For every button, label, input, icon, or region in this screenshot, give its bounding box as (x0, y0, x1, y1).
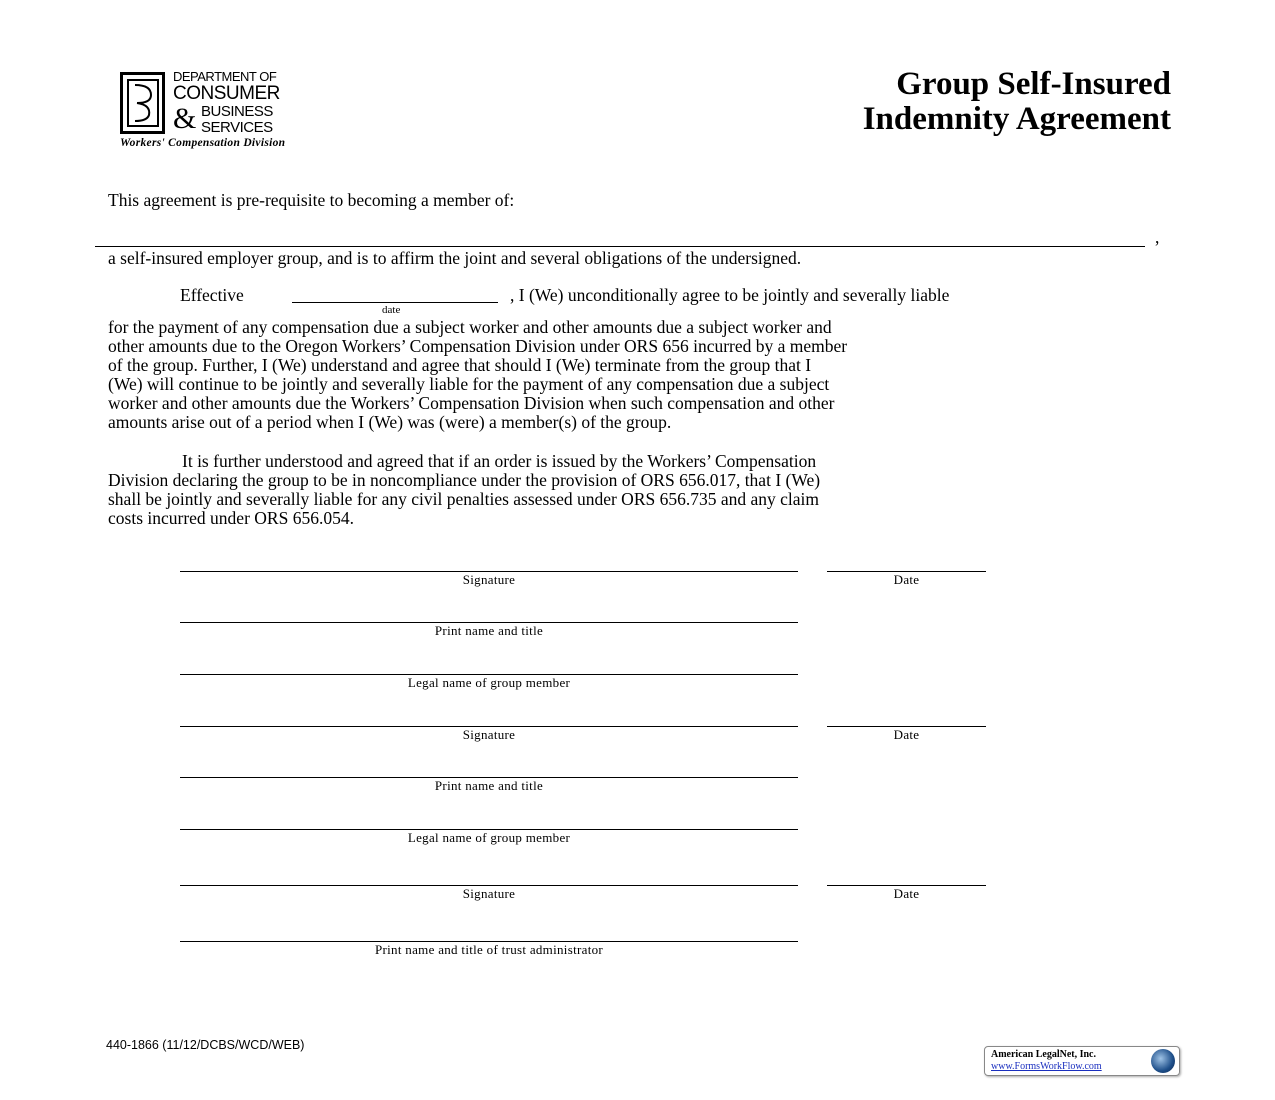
group-name-field[interactable] (95, 246, 1145, 247)
para1-line: other amounts due to the Oregon Workers’ Compensation Division under ORS 656 incurred by a member (108, 336, 848, 356)
trust-admin-label: Print name and title of trust administrator (374, 942, 604, 957)
american-legalnet-badge[interactable] (984, 1046, 1180, 1076)
effective-date-field[interactable] (292, 302, 498, 303)
date-label: Date (893, 727, 920, 742)
para1-line: worker and other amounts due the Workers’ Compensation Division when such compensation and other (108, 393, 835, 413)
legal-name-label: Legal name of group member (407, 675, 571, 690)
logo-text: SERVICES (201, 119, 273, 136)
signature-label: Signature (462, 886, 516, 901)
logo-text: & (173, 102, 196, 135)
para2-line: shall be jointly and severally liable for any civil penalties assessed under ORS 656.735 and any claim (108, 489, 820, 509)
date-label: Date (893, 572, 920, 587)
dcbs-logo (115, 70, 350, 152)
para1-line: for the payment of any compensation due a subject worker and other amounts due a subject worker and (108, 317, 832, 337)
effective-label: Effective (180, 285, 244, 305)
form-number: 440-1866 (11/12/DCBS/WCD/WEB) (106, 1038, 305, 1052)
title-line1: Group Self-Insured (896, 66, 1171, 102)
dcbs-monogram-icon (129, 81, 157, 125)
signature-label: Signature (462, 727, 516, 742)
comma: , (1155, 227, 1160, 247)
para2-line: Division declaring the group to be in noncompliance under the provision of ORS 656.017, that I (We) (108, 470, 821, 490)
para1-line: amounts arise out of a period when I (We) was (were) a member(s) of the group. (108, 412, 672, 432)
logo-mark (127, 79, 159, 127)
para1-line: of the group. Further, I (We) understand and agree that should I (We) terminate from the group that I (108, 355, 812, 375)
legal-name-label: Legal name of group member (407, 830, 571, 845)
date-label: Date (893, 886, 920, 901)
group-line-text: a self-insured employer group, and is to affirm the joint and several obligations of the undersigned. (108, 248, 802, 268)
badge-url[interactable]: www.FormsWorkFlow.com (991, 1061, 1102, 1072)
title-line2: Indemnity Agreement (862, 101, 1171, 137)
badge-company: American LegalNet, Inc. (991, 1049, 1096, 1060)
intro-text: This agreement is pre-requisite to becoming a member of: (108, 190, 515, 210)
logo-text: CONSUMER (173, 83, 280, 104)
globe-icon (1151, 1049, 1175, 1073)
para1-line: (We) will continue to be jointly and severally liable for the payment of any compensation due a subject (108, 374, 830, 394)
logo-text: BUSINESS (201, 103, 273, 120)
para2-line: It is further understood and agreed that if an order is issued by the Workers’ Compensation (182, 451, 817, 471)
effective-text: , I (We) unconditionally agree to be jointly and severally liable (510, 285, 950, 305)
signature-label: Signature (462, 572, 516, 587)
print-name-label: Print name and title (434, 778, 544, 793)
para2-line: costs incurred under ORS 656.054. (108, 508, 354, 528)
date-caption: date (382, 304, 401, 316)
logo-division: Workers' Compensation Division (120, 137, 286, 149)
logo-text: DEPARTMENT OF (173, 69, 277, 84)
print-name-label: Print name and title (434, 623, 544, 638)
